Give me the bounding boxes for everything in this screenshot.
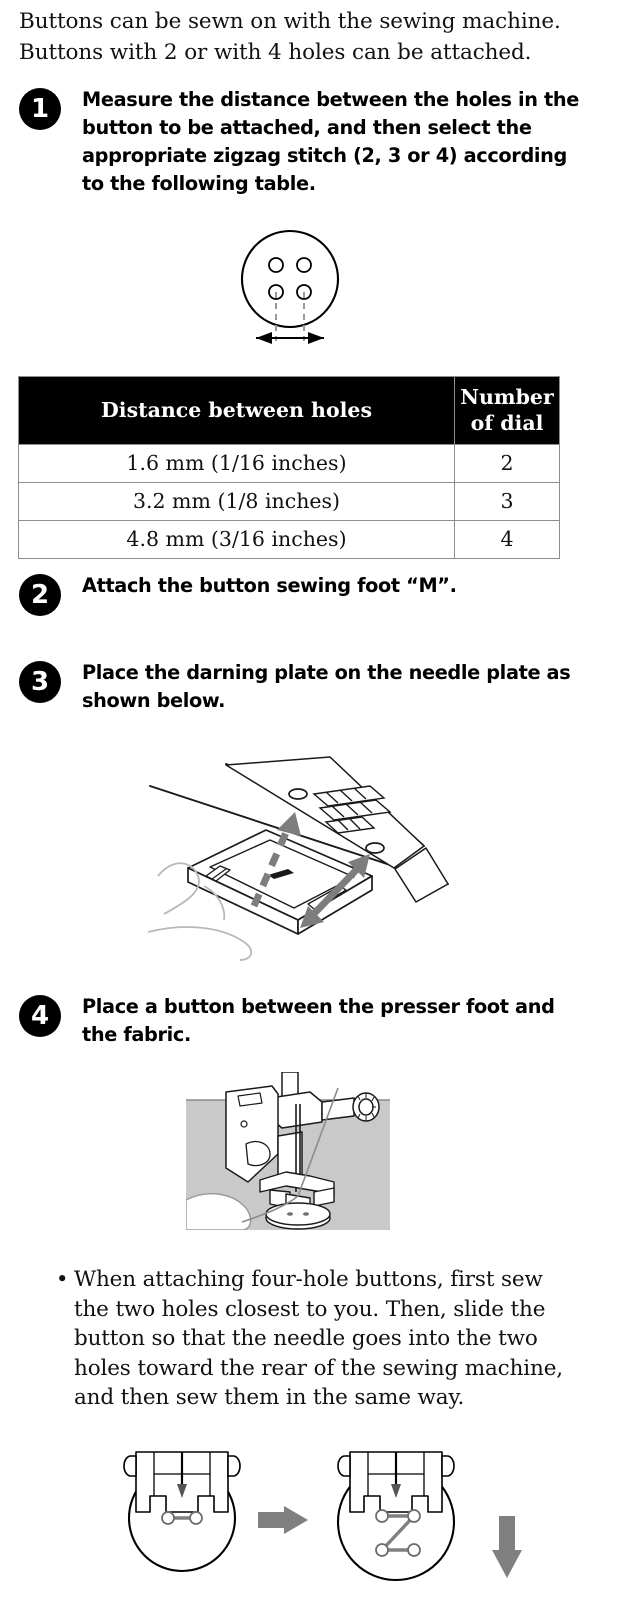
step-3-line-2: shown below. <box>82 689 226 712</box>
needle-plate-pin-hole-right <box>366 843 384 853</box>
note-line-2: the two holes closest to you. Then, slide the <box>74 1296 546 1322</box>
button-under-foot <box>266 1203 330 1229</box>
button-outline-circle <box>242 231 338 327</box>
measurement-double-arrow <box>256 332 324 344</box>
sewing-sequence-figure <box>110 1440 530 1597</box>
bullet-icon: • <box>56 1267 69 1291</box>
sequence-step-right <box>338 1452 454 1580</box>
step-1-line-1: Measure the distance between the holes in the <box>82 88 579 111</box>
step-4-line-1: Place a button between the presser foot and <box>82 995 555 1018</box>
step-2-number-badge: 2 <box>19 574 61 616</box>
step-3-text <box>82 659 570 715</box>
sequence-right-arrow <box>258 1506 308 1534</box>
table-row <box>19 445 560 483</box>
button-hole-front-right-2 <box>408 1544 420 1556</box>
intro-line-2: Buttons with 2 or with 4 holes can be attached. <box>19 40 532 65</box>
table-header-dial-line-2: of dial <box>470 411 544 435</box>
cell-distance: 1.6 mm (1/16 inches) <box>19 445 455 483</box>
note-line-3: button so that the needle goes into the two <box>74 1326 538 1351</box>
button-measurement-figure <box>228 228 398 356</box>
step-3-line-1: Place the darning plate on the needle plate as <box>82 661 571 684</box>
step-1-number-badge: 1 <box>19 88 61 130</box>
note-line-4: holes toward the rear of the sewing machine, <box>74 1355 563 1381</box>
step-4-text <box>82 993 555 1049</box>
step-1-text <box>82 86 579 198</box>
presser-foot-figure <box>186 1072 390 1230</box>
button-hole-top-left <box>269 258 283 272</box>
step-2-line-1: Attach the button sewing foot “M”. <box>82 574 457 597</box>
needle-plate-pin-hole-left <box>289 789 307 799</box>
table-header-dial <box>455 377 560 445</box>
table-header-dial-line-1: Number <box>460 385 554 409</box>
darning-plate-figure <box>148 736 460 961</box>
step-1-line-3: appropriate zigzag stitch (2, 3 or 4) according <box>82 144 567 167</box>
button-hole-front-left <box>162 1512 174 1524</box>
distance-dial-table <box>18 376 560 559</box>
table-row <box>19 521 560 559</box>
step-1-line-2: button to be attached, and then select the <box>82 116 532 139</box>
intro-paragraph <box>19 6 599 68</box>
table-header-row <box>19 377 560 445</box>
button-hole-front-right <box>190 1512 202 1524</box>
table-row <box>19 483 560 521</box>
sequence-down-arrow <box>492 1516 522 1578</box>
sequence-step-left <box>124 1452 240 1571</box>
button-hole-front-left-2 <box>376 1544 388 1556</box>
cell-distance: 3.2 mm (1/8 inches) <box>19 483 455 521</box>
cell-dial: 4 <box>455 521 560 559</box>
intro-line-1: Buttons can be sewn on with the sewing machine. <box>19 9 561 34</box>
cell-distance: 4.8 mm (3/16 inches) <box>19 521 455 559</box>
button-hole-rear-left <box>376 1510 388 1522</box>
step-2-text <box>82 572 457 600</box>
step-4-line-2: the fabric. <box>82 1023 191 1046</box>
table-header-distance: Distance between holes <box>19 377 455 445</box>
note-line-1: When attaching four-hole buttons, first sew <box>74 1267 543 1292</box>
button-hole-top-right <box>297 258 311 272</box>
step-3-number-badge: 3 <box>19 661 61 703</box>
note-four-hole-buttons <box>56 1265 594 1413</box>
note-line-5: and then sew them in the same way. <box>74 1385 465 1410</box>
cell-dial: 2 <box>455 445 560 483</box>
step-4-number-badge: 4 <box>19 995 61 1037</box>
cell-dial: 3 <box>455 483 560 521</box>
button-hole-rear-right <box>408 1510 420 1522</box>
step-1-line-4: to the following table. <box>82 172 316 195</box>
